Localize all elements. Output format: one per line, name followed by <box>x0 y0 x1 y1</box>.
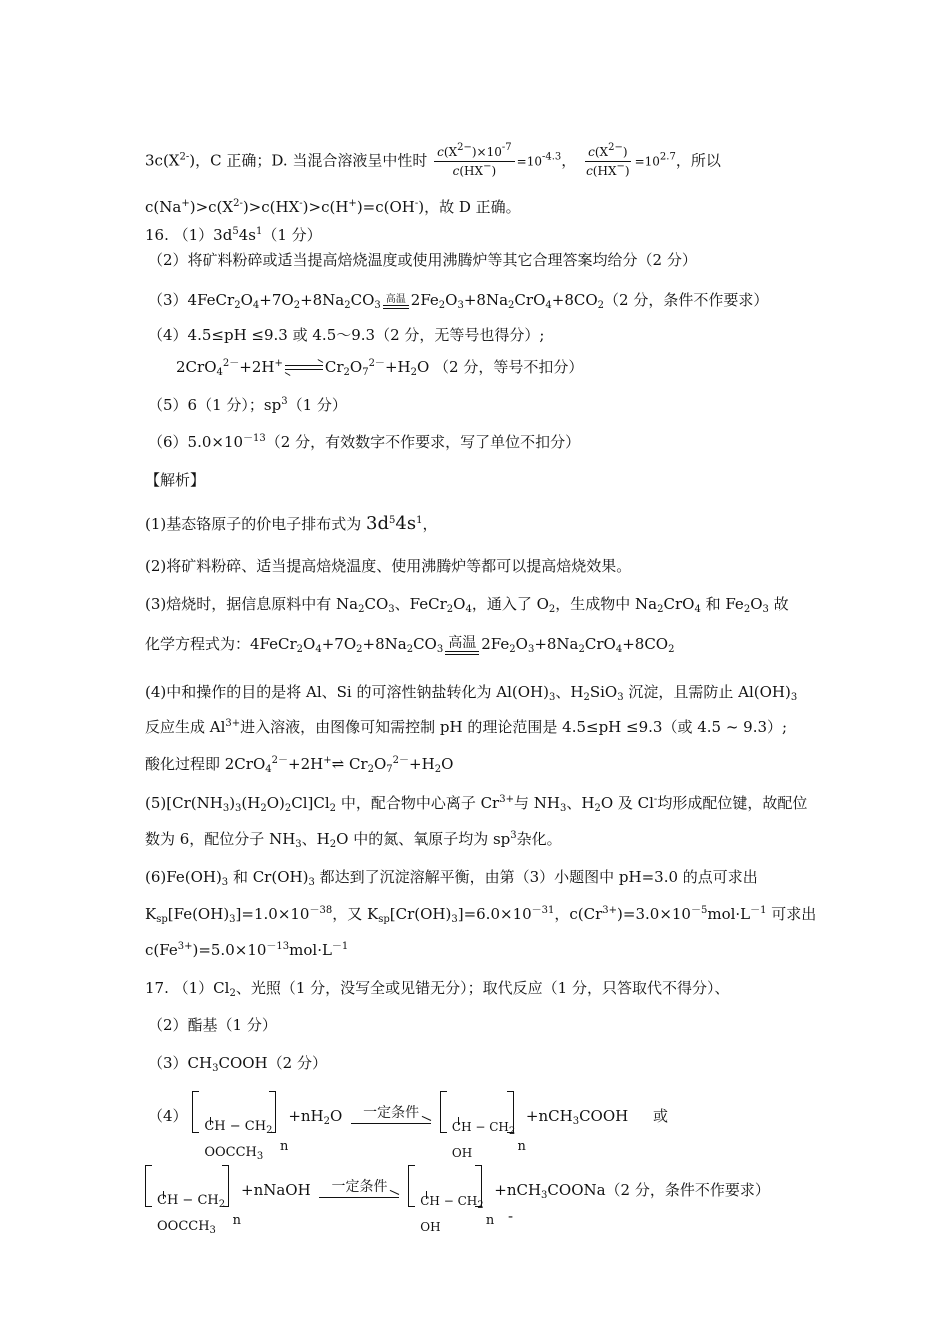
answer-17-1: 17. $(1)Cl_2$、光照（1 分，没写全或见错无分）；取代反应（1 分，只答取代不得分）、 <box>145 979 730 999</box>
analysis-3: (3)焙烧时，据信息原料中有 $Na_2CO_3$、$FeCr_2O_4$，通入了 $O_2$，生成物中 $Na_2CrO_4$ 和 $Fe_2O_3$ 故 <box>145 595 789 615</box>
fraction-1: $\frac{c(X^{2-})\times 10^{-7}}{c(HX^-)}$ <box>434 143 514 180</box>
analysis-6-ksp: $K_{sp}[Fe(OH)_3]=1.0\times 10^{-38}$，又 $K_{sp}[Cr(OH)_3]=6.0\times 10^{-31}$，$c(Cr^{3+})=3.0\times 10^{-5}mol\cdot L^{-1}$ 可求出 <box>145 905 817 925</box>
answer-16-4-equation: 2CrO$_4^{2-}$+2H+ $Cr_2O_7^{2-}+H_2O$ （2 分，等号不扣分） <box>176 358 584 378</box>
trailing-dash: - <box>508 1207 514 1225</box>
analysis-2: (2)将矿料粉碎、适当提高焙烧温度、使用沸腾炉等都可以提高焙烧效果。 <box>145 557 632 575</box>
analysis-3-equation: 化学方程式为：$4FeCr_2O_4+7O_2+8Na_2CO_3$ 高温 $2Fe_2O_3+8Na_2CrO_4+8CO_2$ <box>145 635 675 655</box>
answer-16-4: （4）4.5≤pH ≤9.3 或 4.5～9.3（2 分，无等号也得分）; <box>148 326 545 344</box>
polymer-structure: CH − $CH_2$ OH n <box>440 1091 526 1143</box>
answer-16-2: （2）将矿料粉碎或适当提高焙烧温度或使用沸腾炉等其它合理答案均给分（2 分） <box>148 251 697 269</box>
answer-17-4-eq2: CH − $CH_2$ $OOCCH_3$ n +nNaOH 一定条件 CH − $CH_2$ OH n +nCH$_3$COONa（2 分，条件不作要求） <box>145 1162 770 1222</box>
line-2: $c(Na^+)>c(X^{2-})>c(HX^-)>c(H^+)=c(OH^-)$，故 D 正确。 <box>145 198 521 216</box>
answer-17-2: （2）酯基（1 分） <box>148 1016 277 1034</box>
fraction-2: $\frac{c(X^{2-})}{c(HX^-)}$ <box>586 142 630 178</box>
reaction-arrow-icon: 一定条件 <box>351 1105 431 1129</box>
polymer-structure: CH − $CH_2$ $OOCCH_3$ n <box>192 1091 288 1143</box>
analysis-heading: 【解析】 <box>145 471 206 489</box>
answer-16-3: $(3)4FeCr_2O_4+7O_2+8Na_2CO_3$ 高温 $2Fe_2O_3+8Na_2CrO_4+8CO_2(2$ 分，条件不作要求） <box>148 291 769 311</box>
polymer-structure: CH − $CH_2$ $OOCCH_3$ n <box>145 1165 241 1217</box>
analysis-4: (4)中和操作的目的是将 Al、Si 的可溶性钠盐转化为 $Al(OH)_3$、$H_2SiO_3$ 沉淀，且需防止 $Al(OH)_3$ <box>145 683 798 703</box>
analysis-6-result: $c(Fe^{3+})=5.0\times 10^{-13}mol\cdot L^{-1}$ <box>145 941 349 959</box>
analysis-5: $(5)[Cr(NH_3)_3(H_2O)_2Cl]Cl_2$ 中，配合物中心离子 $Cr^{3+}$与 $NH_3$、$H_2O$ 及 Cl-均形成配位键，故配位 <box>145 794 808 814</box>
answer-16-5: （5）6（1 分）；$sp^3(1$ 分） <box>148 396 347 414</box>
polymer-structure: CH − $CH_2$ OH n <box>408 1165 494 1217</box>
analysis-4-cont: 反应生成 $Al^{3+}$进入溶液，由图像可知需控制 pH 的理论范围是 4.5≤pH ≤9.3（或 4.5 ~ 9.3）; <box>145 718 788 736</box>
answer-17-3: $(3)CH_3COOH(2$ 分） <box>148 1054 327 1074</box>
analysis-4-acidification: 酸化过程即 2CrO$_4^{2-}$+2H+⇌ $Cr_2O_7^{2-}+H_2O$ <box>145 755 454 775</box>
answer-17-4-eq1: （4） CH − $CH_2$ $OOCCH_3$ n $+nH_2O$ 一定条件 CH − $CH_2$ OH n +nCH$_3$COOH 或 <box>148 1088 668 1144</box>
line-1: $3c(X^{2-})$，C 正确；D. 当混合溶液呈中性时 $\frac{c(X^{2-})\times 10^{-7}}{c(HX^-)}$ $=10^{-4.3}$， $\frac{c(X^{2-})}{c(HX^-)}$ $=10^{2.7}$，所以 <box>145 142 721 178</box>
condition-high-temp: 高温 <box>445 635 479 655</box>
equilibrium-arrow-icon <box>285 363 323 373</box>
reaction-arrow-icon: 一定条件 <box>319 1179 399 1203</box>
condition-high-temp: 高温 <box>383 294 409 309</box>
answer-16-6: $(6)5.0\times 10^{-13}(2$ 分，有效数字不作要求，写了单位不扣分） <box>148 433 581 451</box>
analysis-1: (1)基态铬原子的价电子排布式为 $3d^54s^1$， <box>145 513 438 534</box>
analysis-6: $(6)Fe(OH)_3$ 和 $Cr(OH)_3$ 都达到了沉淀溶解平衡，由第（3）小题图中 pH=3.0 的点可求出 <box>145 868 758 888</box>
analysis-5-cont: 数为 6，配位分子 $NH_3$、$H_2O$ 中的氮、氧原子均为 $sp^3$杂化。 <box>145 830 562 850</box>
answer-16-1: 16. $(1)3d^54s^1(1$ 分） <box>145 226 322 244</box>
